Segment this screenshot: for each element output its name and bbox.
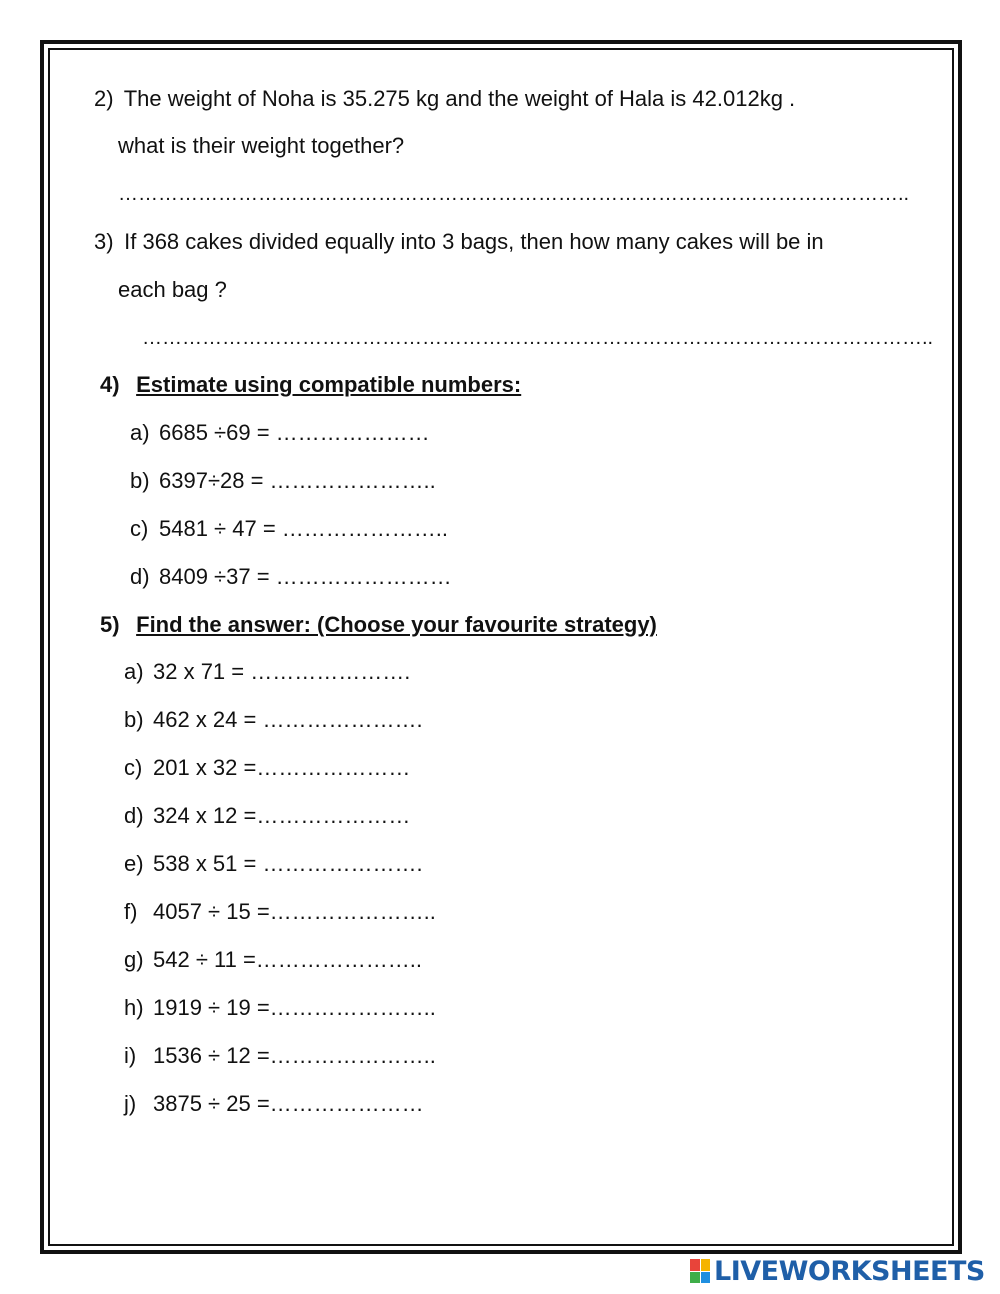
q4-item-text[interactable]: 8409 ÷37 = ……………………	[159, 564, 452, 589]
q5-item-label: f)	[124, 899, 138, 924]
q5-item-label: c)	[124, 755, 143, 780]
q3-text-1: If 368 cakes divided equally into 3 bags, then how many cakes will be in	[124, 229, 824, 254]
q5-item	[124, 658, 410, 686]
q4-item	[130, 419, 430, 447]
liveworksheets-brand	[690, 1256, 985, 1286]
q4-item	[130, 515, 448, 543]
q4-title: Estimate using compatible numbers:	[136, 372, 522, 397]
q5-item	[124, 706, 423, 734]
q5-item-text[interactable]: 542 ÷ 11 =…………………..	[153, 947, 423, 972]
q5-item-text[interactable]: 3875 ÷ 25 =…………………	[153, 1091, 424, 1116]
q4-item-text[interactable]: 6397÷28 = …………………..	[159, 468, 436, 493]
q5-item-text[interactable]: 538 x 51 = ………………….	[153, 851, 423, 876]
q4-item-label: a)	[130, 420, 150, 445]
q4-item-label: c)	[130, 516, 149, 541]
q5-title: Find the answer: (Choose your favourite strategy)	[136, 612, 657, 637]
q5-item-text[interactable]: 201 x 32 =…………………	[153, 755, 411, 780]
q5-item-label: i)	[124, 1043, 137, 1068]
q4-item	[130, 563, 452, 591]
q4-number: 4)	[100, 372, 120, 397]
q5-item-label: g)	[124, 947, 144, 972]
q5-item-label: b)	[124, 707, 144, 732]
q5-item-text[interactable]: 4057 ÷ 15 =…………………..	[153, 899, 436, 924]
q2-text-1: The weight of Noha is 35.275 kg and the weight of Hala is 42.012kg .	[123, 86, 796, 111]
q4-item-text[interactable]: 6685 ÷69 = …………………	[159, 420, 430, 445]
q5-item-label: e)	[124, 851, 144, 876]
q5-number: 5)	[100, 612, 120, 637]
q3-number: 3)	[94, 229, 114, 254]
q5-item-label: a)	[124, 659, 144, 684]
liveworksheets-logo-icon	[690, 1259, 710, 1283]
q4-item-label: b)	[130, 468, 150, 493]
q5-item	[124, 754, 410, 782]
q5-item	[124, 802, 410, 830]
q5-item	[124, 898, 436, 926]
q5-item	[124, 946, 422, 974]
q5-item-text[interactable]: 324 x 12 =…………………	[153, 803, 411, 828]
q3-text-2: each bag ?	[118, 277, 227, 302]
q5-item-label: d)	[124, 803, 144, 828]
q5-item	[124, 850, 423, 878]
q3-answer-line[interactable]: ………………………………………………………………………………………………………..	[142, 327, 934, 349]
q5-item-label: j)	[124, 1091, 137, 1116]
q2-answer-line[interactable]: ………………………………………………………………………………………………………..	[118, 183, 910, 205]
brand-name: LIVEWORKSHEETS	[714, 1255, 985, 1287]
q2-line1	[94, 85, 795, 113]
q4-heading	[100, 371, 521, 399]
q5-item-text[interactable]: 1919 ÷ 19 =…………………..	[153, 995, 436, 1020]
q5-item-text[interactable]: 462 x 24 = ………………….	[153, 707, 423, 732]
q4-item	[130, 467, 436, 495]
q5-heading	[100, 611, 657, 639]
q5-item-label: h)	[124, 995, 144, 1020]
q5-item	[124, 1090, 424, 1118]
q2-number: 2)	[94, 86, 114, 111]
q5-item-text[interactable]: 32 x 71 = ………………….	[153, 659, 411, 684]
q5-item-text[interactable]: 1536 ÷ 12 =…………………..	[153, 1043, 436, 1068]
q5-item	[124, 1042, 436, 1070]
q5-item	[124, 994, 436, 1022]
q3-line1	[94, 228, 824, 256]
q4-item-label: d)	[130, 564, 150, 589]
q2-text-2: what is their weight together?	[118, 133, 405, 158]
q4-item-text[interactable]: 5481 ÷ 47 = …………………..	[159, 516, 449, 541]
